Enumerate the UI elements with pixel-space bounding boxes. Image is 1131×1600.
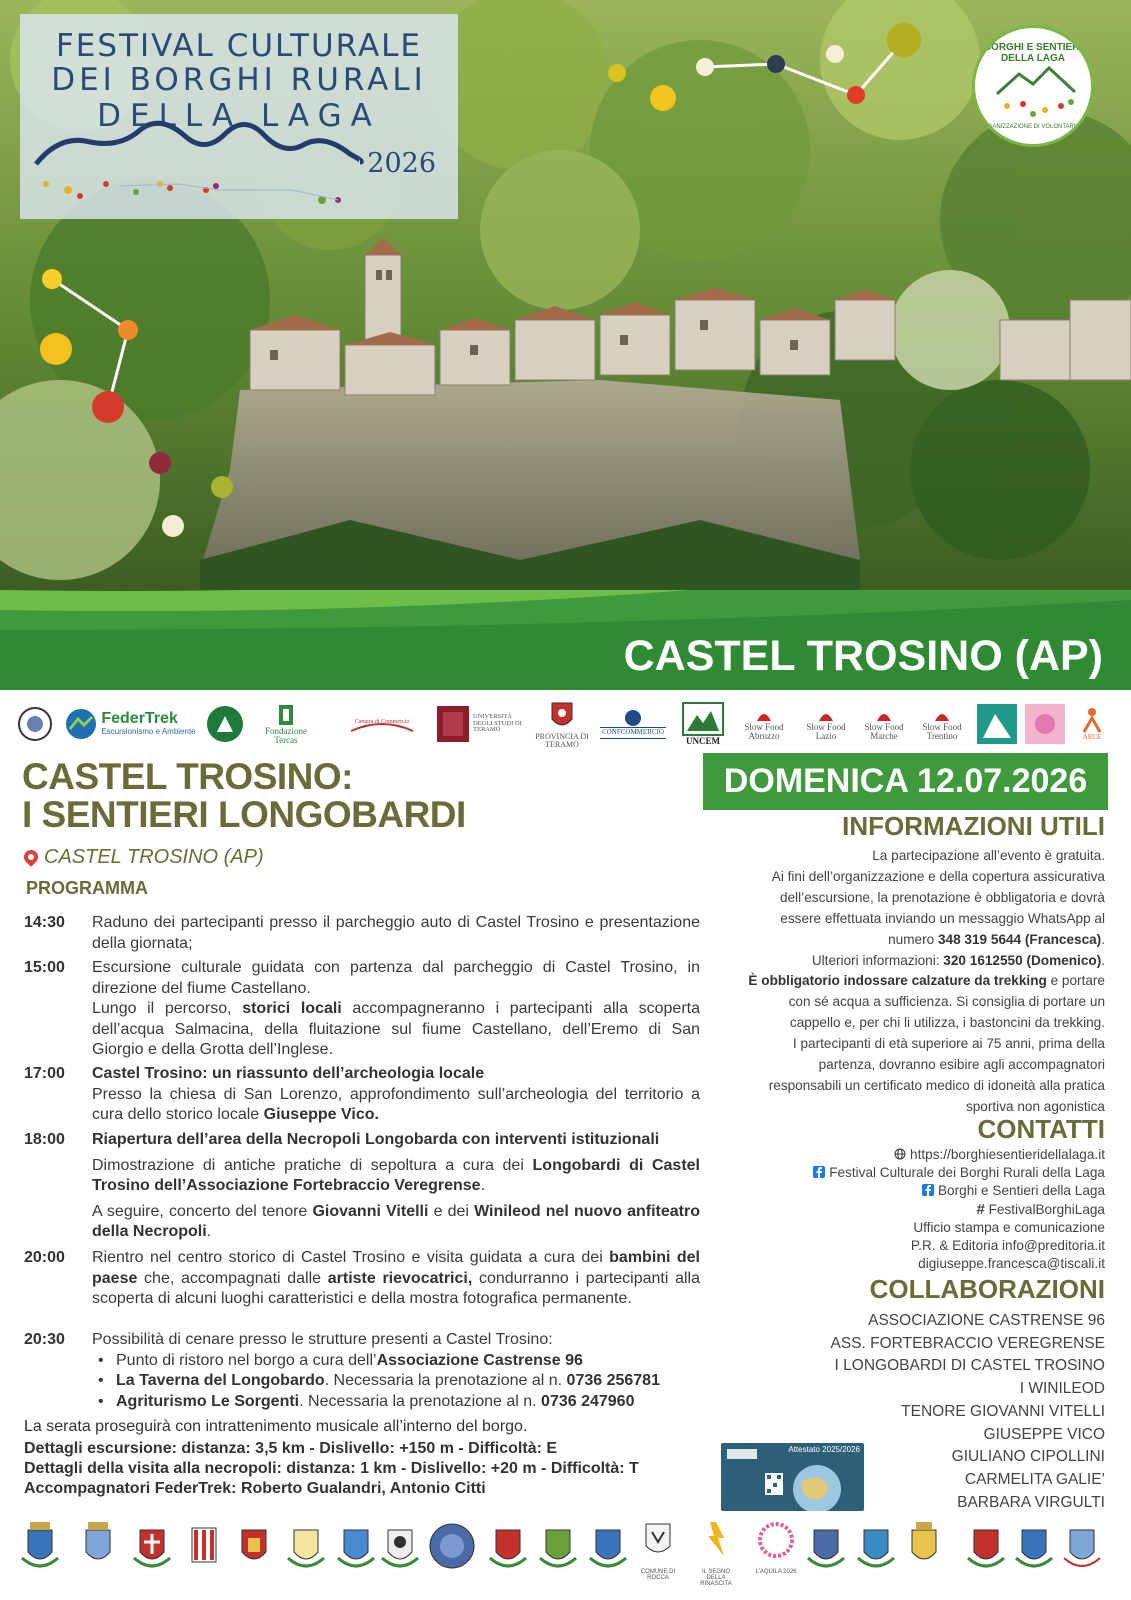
- program-time: 20:30: [24, 1331, 65, 1348]
- info-paragraph: I partecipanti di età superiore ai 75 anni, prima della partenza, dovranno esibire agli accompagnatori responsabili un certificato medico di idoneità alla pratica sportiva non agonistica: [768, 1036, 1105, 1114]
- crest-icon: [902, 1518, 946, 1590]
- facebook-icon: [813, 1166, 825, 1178]
- program-item: [24, 913, 700, 954]
- program-text: Dimostrazione di antiche pratiche di sepoltura a cura dei Longobardi di Castel Trosino dell’Associazione Fortebraccio Veregrense.: [92, 1156, 700, 1194]
- pink-logo: [1024, 696, 1066, 752]
- guides: Accompagnatori FederTrek: Roberto Gualandri, Antonio Citti: [24, 1480, 486, 1497]
- hike-details: Dettagli escursione: distanza: 3,5 km - Dislivello: +150 m - Difficoltà: E: [24, 1440, 558, 1457]
- asvis-certificate: [721, 1443, 864, 1511]
- list-item: TENORE GIOVANNI VITELLI: [901, 1402, 1105, 1420]
- provincia-teramo-logo: [534, 696, 590, 752]
- crest-icon: [636, 1518, 680, 1590]
- certificate-label: Attestato 2025/2026: [788, 1445, 860, 1454]
- provincia-teramo-caption: PROVINCIA DI TERAMO: [535, 731, 589, 749]
- hero-photo: [0, 0, 1131, 690]
- info-paragraph: La partecipazione all’evento è gratuita.: [872, 848, 1105, 863]
- program-description: [92, 1064, 700, 1126]
- crest-icon: [232, 1518, 276, 1590]
- program-time: 14:30: [24, 914, 65, 931]
- press-email-2[interactable]: digiuseppe.francesca@tiscali.it: [918, 1256, 1105, 1272]
- crest-icon: [284, 1518, 328, 1590]
- program-item: [24, 958, 700, 1061]
- crest-icon: [804, 1518, 848, 1590]
- green-mountain-logo: [976, 696, 1018, 752]
- tercas-name: Fondazione Tercas: [265, 725, 307, 745]
- program-time: 20:00: [24, 1249, 65, 1266]
- program-item: [24, 1064, 700, 1126]
- festival-title-line2: DEI BORGHI RURALI: [51, 62, 427, 98]
- crest-icon: [334, 1518, 378, 1590]
- slowfood-marche-logo: [856, 696, 912, 752]
- confcommercio-caption: CONFCOMMERCIO: [600, 727, 666, 738]
- program-heading: PROGRAMMA: [26, 878, 148, 898]
- program-time: 18:00: [24, 1131, 65, 1148]
- list-item: ASS. FORTEBRACCIO VEREGRENSE: [830, 1334, 1105, 1352]
- festival-title-line3: DELLA LAGA: [97, 98, 381, 134]
- aquila-2026-logo: [754, 1518, 798, 1590]
- crest-icon: [18, 1518, 62, 1590]
- program-description: [92, 1130, 700, 1243]
- collab-heading: COLLABORAZIONI: [869, 1274, 1105, 1304]
- event-title-line1: CASTEL TROSINO:: [22, 756, 353, 797]
- slowfood-abruzzo-caption: Slow Food Abruzzo: [744, 721, 784, 741]
- tercas-logo: [254, 696, 318, 752]
- website-row[interactable]: [805, 1146, 1105, 1164]
- org-logo-text: BORGHI E SENTIERI DELLA LAGA: [983, 42, 1083, 64]
- arce-logo: [1072, 696, 1112, 752]
- map-pin-icon: [21, 847, 41, 867]
- camera-commercio-logo: [344, 696, 420, 752]
- list-item: CARMELITA GALIE’: [964, 1470, 1105, 1488]
- list-item: BARBARA VIRGULTI: [957, 1493, 1105, 1511]
- crest-icon: [378, 1518, 422, 1590]
- website-link[interactable]: https://borghiesentieridellalaga.it: [910, 1147, 1105, 1162]
- program-item: [24, 1330, 700, 1412]
- program-title: Riapertura dell’area della Necropoli Longobarda con interventi istituzionali: [92, 1131, 660, 1148]
- hashtag-icon: #: [976, 1200, 985, 1218]
- svg-text:Camera di Commercio: Camera di Commercio: [354, 719, 410, 725]
- facebook-page-2[interactable]: Borghi e Sentieri della Laga: [937, 1183, 1105, 1199]
- crest-icon: [76, 1518, 120, 1590]
- contacts-heading: CONTATTI: [977, 1114, 1105, 1144]
- program-text: Escursione culturale guidata con partenza dal parcheggio di Castel Trosino, in direzione del fiume Castellano.: [92, 959, 700, 997]
- event-location: [24, 846, 264, 869]
- unite-caption: UNIVERSITÀ DEGLI STUDI DI TERAMO: [473, 712, 522, 734]
- crest-icon: [586, 1518, 630, 1590]
- evening-note: La serata proseguirà con intrattenimento musicale all’interno del borgo.: [24, 1418, 528, 1435]
- press-email[interactable]: P.R. & Editoria info@preditoria.it: [910, 1238, 1105, 1254]
- info-text: [745, 846, 1105, 1118]
- emblem-logo: [14, 696, 56, 752]
- crest-icon: [854, 1518, 898, 1590]
- slowfood-trentino-caption: Slow Food Trentino: [922, 721, 962, 741]
- program-text: Lungo il percorso, storici locali accompagneranno i partecipanti alla scoperta dell’acqua Salmacina, della fluitazione sul fiume Castellano, dell’Eremo di San Giorgio e della Grotta dell’Inglese.: [92, 1000, 701, 1058]
- crest-icon: [486, 1518, 530, 1590]
- program-item: [24, 1248, 700, 1310]
- list-item: GIUSEPPE VICO: [983, 1425, 1105, 1443]
- info-heading: INFORMAZIONI UTILI: [842, 811, 1105, 841]
- crest-icon: [536, 1518, 580, 1590]
- federtrek-caption: Escursionismo e Ambiente: [101, 727, 196, 737]
- list-item: • La Taverna del Longobardo. Necessaria la prenotazione al n. 0736 256781: [116, 1371, 700, 1392]
- program-description: [92, 958, 700, 1061]
- program-description: Possibilità di cenare presso le strutture presenti a Castel Trosino:: [92, 1331, 553, 1348]
- list-item: I LONGOBARDI DI CASTEL TROSINO: [834, 1357, 1105, 1375]
- crest-caption: IL SEGNO DELLA RINASCITA: [700, 1569, 732, 1587]
- slowfood-lazio-caption: Slow Food Lazio: [806, 721, 846, 741]
- necropolis-details: Dettagli della visita alla necropoli: distanza: 1 km - Dislivello: +20 m - Difficoltà: T: [24, 1460, 639, 1477]
- press-office: Ufficio stampa e comunicazione: [913, 1219, 1105, 1235]
- list-item: • Punto di ristoro nel borgo a cura dell’Associazione Castrense 96: [116, 1351, 700, 1372]
- federtrek-name: FederTrek: [101, 710, 178, 728]
- park-logo: [204, 696, 246, 752]
- event-location-text: CASTEL TROSINO (AP): [44, 846, 264, 868]
- place-title: CASTEL TROSINO (AP): [623, 632, 1103, 680]
- list-item: GIULIANO CIPOLLINI: [951, 1448, 1105, 1466]
- federtrek-logo: [64, 696, 196, 752]
- segno-rinascita-logo: [694, 1518, 738, 1590]
- program-time: 15:00: [24, 959, 65, 976]
- festival-title-panel: [20, 14, 458, 219]
- info-paragraph: Ai fini dell’organizzazione e della copertura assicurativa dell’escursione, la prenotazione è obbligatoria e dovrà essere effettuata inviando un messaggio WhatsApp al numero 348 319 5644 (Francesca).: [771, 868, 1105, 947]
- crest-icon: [1060, 1518, 1104, 1590]
- hashtag-row: [805, 1201, 1105, 1219]
- unite-logo: [432, 696, 528, 752]
- sponsor-logos: [14, 696, 1117, 752]
- contacts-list: [805, 1146, 1105, 1273]
- municipality-crests: [18, 1518, 1118, 1590]
- confcommercio-logo: [598, 696, 668, 752]
- facebook-icon: [922, 1184, 934, 1196]
- org-logo: [972, 25, 1094, 147]
- crest-icon: [428, 1518, 472, 1590]
- slowfood-trentino-logo: [914, 696, 970, 752]
- program-title: Castel Trosino: un riassunto dell’archeologia locale: [92, 1065, 485, 1082]
- event-title: [22, 758, 466, 834]
- facebook-row[interactable]: [805, 1164, 1105, 1182]
- hashtag-text: FestivalBorghiLaga: [988, 1201, 1105, 1217]
- list-item: I WINILEOD: [1019, 1380, 1105, 1398]
- dinner-options-list: [116, 1351, 700, 1413]
- crest-icon: [130, 1518, 174, 1590]
- crest-icon: [964, 1518, 1008, 1590]
- info-paragraph: È obbligatorio indossare calzature da trekking e portare con sé acqua a sufficienza. Si consiglia di portare un cappello e, per chi li utilizza, i bastoncini da trekking.: [748, 973, 1105, 1031]
- facebook-row[interactable]: [805, 1182, 1105, 1200]
- slowfood-lazio-logo: [798, 696, 854, 752]
- crest-icon: [182, 1518, 226, 1590]
- uncem-logo: [678, 696, 728, 752]
- festival-year: 2026: [367, 148, 436, 179]
- crest-icon: [1012, 1518, 1056, 1590]
- info-paragraph: Ulteriori informazioni: 320 1612550 (Domenico).: [811, 952, 1105, 968]
- program-time: 17:00: [24, 1065, 65, 1082]
- globe-icon: [894, 1148, 906, 1160]
- crest-caption: COMUNE DI ROCCA: [640, 1569, 676, 1581]
- arce-caption: ARCE: [1082, 733, 1102, 742]
- mountain-line-icon: [20, 14, 458, 219]
- program-text: Presso la chiesa di San Lorenzo, approfondimento sull’archeologia del territorio a cura dello storico locale Giuseppe Vico.: [92, 1085, 700, 1123]
- crest-caption: L’AQUILA 2026: [755, 1569, 797, 1575]
- uncem-caption: UNCEM: [686, 736, 720, 747]
- event-date: DOMENICA 12.07.2026: [703, 753, 1108, 810]
- event-title-line2: I SENTIERI LONGOBARDI: [22, 794, 466, 835]
- program-item: [24, 1130, 700, 1243]
- list-item: • Agriturismo Le Sorgenti. Necessaria la prenotazione al n. 0736 247960: [116, 1392, 700, 1413]
- program-text: A seguire, concerto del tenore Giovanni Vitelli e dei Winileod nel nuovo anfiteatro della Necropoli.: [92, 1202, 700, 1240]
- program-description: Raduno dei partecipanti presso il parcheggio auto di Castel Trosino e presentazione della giornata;: [92, 914, 700, 952]
- slowfood-abruzzo-logo: [736, 696, 792, 752]
- list-item: ASSOCIAZIONE CASTRENSE 96: [868, 1312, 1105, 1329]
- program-description: Rientro nel centro storico di Castel Trosino e visita guidata a cura dei bambini del paese che, accompagnati dalle artiste rievocatrici, condurranno i partecipanti alla scoperta di alcuni luoghi caratteristici e della mostra fotografica permanente.: [92, 1249, 701, 1307]
- festival-title-line1: FESTIVAL CULTURALE: [55, 28, 423, 64]
- facebook-page-1[interactable]: Festival Culturale dei Borghi Rurali della Laga: [829, 1165, 1105, 1181]
- org-logo-subtitle: ORGANIZZAZIONE DI VOLONTARIATO: [978, 124, 1088, 130]
- slowfood-marche-caption: Slow Food Marche: [864, 721, 904, 741]
